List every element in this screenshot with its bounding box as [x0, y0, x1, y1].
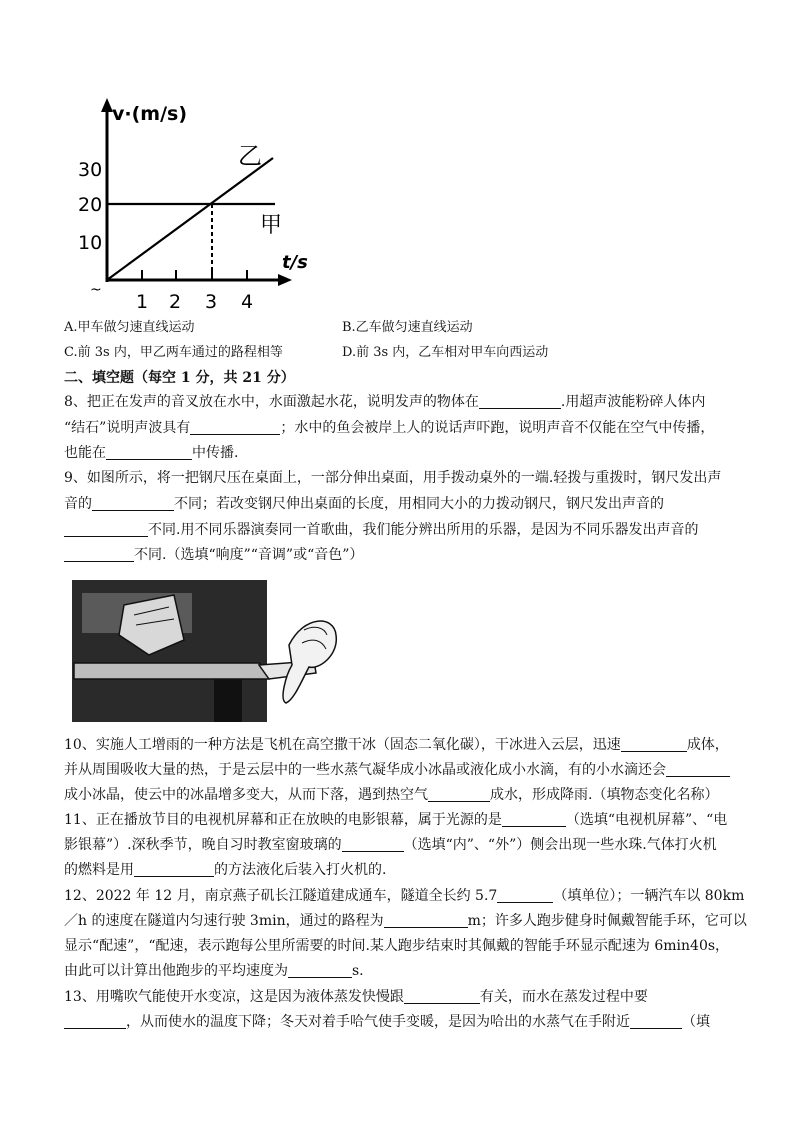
q12-line-4 [64, 961, 364, 981]
q10-text: 并从周围吸收大量的热，于是云层中的一些水蒸气凝华成小冰晶或液化成小水滴，有的小水滴还会 [64, 762, 666, 778]
q11-text: 的方法液化后装入打火机的. [214, 862, 387, 878]
option-b: B.乙车做匀速直线运动 [342, 320, 473, 335]
q10-blank-3[interactable] [428, 787, 490, 802]
q11-text: （选填“电视机屏幕”、“电 [565, 812, 728, 828]
x-tick-3: 3 [205, 291, 218, 313]
option-c: C.前 3s 内，甲乙两车通过的路程相等 [64, 345, 283, 360]
option-d: D.前 3s 内，乙车相对甲车向西运动 [342, 345, 549, 360]
q12-line-1 [64, 886, 744, 906]
q9-blank-2[interactable] [64, 522, 148, 537]
q13-blank-1[interactable] [404, 989, 480, 1004]
q11-line-2 [64, 835, 717, 855]
q11-blank-1[interactable] [502, 812, 566, 827]
q11-text: （选填“内”、“外”）侧会出现一些水珠.气体打火机 [403, 837, 717, 853]
q8-line-2 [64, 418, 714, 438]
q9-text: 不同.用不同乐器演奏同一首歌曲，我们能分辨出所用的乐器，是因为不同乐器发出声音的 [148, 522, 699, 538]
q9-text: 不同；若改变钢尺伸出桌面的长度，用相同大小的力拨动钢尺，钢尺发出声音的 [174, 496, 664, 512]
x-axis-arrow [278, 274, 292, 286]
q10-text: 成水，形成降雨.（填物态变化名称） [490, 787, 719, 803]
q11-blank-2[interactable] [342, 837, 404, 852]
q8-blank-2[interactable] [190, 420, 280, 435]
q13-line-2 [64, 1012, 710, 1032]
q13-text: ，从而使水的温度下降；冬天对着手哈气使手变暖，是因为哈出的水蒸气在手附近 [126, 1014, 630, 1030]
q9-line-4 [64, 545, 363, 565]
q11-text: 影银幕”）.深秋季节，晚自习时教室窗玻璃的 [64, 837, 342, 853]
y-tick-30: 30 [78, 159, 103, 181]
q12-text: 由此可以计算出他跑步的平均速度为 [64, 963, 288, 979]
q10-text: 成小冰晶，使云中的冰晶增多变大，从而下落，遇到热空气 [64, 787, 428, 803]
q12-text: 12、2022 年 12 月，南京燕子矶长江隧道建成通车，隧道全长约 5.7 [64, 888, 498, 904]
q8-line-3 [64, 443, 238, 463]
q12-blank-3[interactable] [288, 963, 352, 978]
steel-ruler [74, 663, 269, 679]
q13-text: （填 [682, 1014, 710, 1030]
q12-line-3: 显示“配速”，“配速，表示跑每公里所需要的时间.某人跑步结束时其佩戴的智能手环显示配速为 6min40s， [64, 938, 730, 954]
q8-text: .用超声波能粉碎人体内 [560, 394, 706, 410]
q13-line-1 [64, 987, 648, 1007]
y-axis-label: v·(m/s) [112, 103, 188, 125]
q10-text: 10、实施人工增雨的一种方法是飞机在高空撒干冰（固态二氧化碳），干冰进入云层，迅速 [64, 737, 621, 753]
q8-text: 8、把正在发声的音叉放在水中，水面激起水花，说明发声的物体在 [64, 394, 479, 410]
y-tick-20: 20 [78, 194, 103, 216]
plucking-hand [283, 621, 336, 703]
desk-leg [214, 679, 242, 722]
q12-line-2 [64, 911, 747, 931]
q9-text: 音的 [64, 496, 92, 512]
q13-text: 13、用嘴吹气能使开水变凉，这是因为液体蒸发快慢跟 [64, 989, 404, 1005]
yi-line [107, 158, 273, 280]
q9-line-2 [64, 494, 664, 514]
q11-line-3 [64, 860, 386, 880]
q10-line-3 [64, 785, 718, 805]
q10-blank-2[interactable] [666, 762, 730, 777]
q11-blank-3[interactable] [134, 862, 214, 877]
q8-blank-3[interactable] [106, 445, 192, 460]
q9-blank-1[interactable] [92, 496, 174, 511]
q9-text: 不同.（选填“响度”“音调”或“音色”） [134, 547, 364, 563]
x-tick-4: 4 [241, 291, 254, 313]
q8-text: “结石”说明声波具有 [64, 420, 191, 436]
q13-blank-2[interactable] [64, 1014, 126, 1029]
steel-ruler-figure [64, 575, 364, 730]
q9-line-3 [64, 520, 698, 540]
q11-line-1 [64, 810, 727, 830]
section-title: 二、填空题（每空 1 分，共 21 分） [64, 370, 295, 386]
q12-blank-1[interactable] [497, 888, 553, 903]
q9-line-1: 9、如图所示，将一把钢尺压在桌面上，一部分伸出桌面，用手拨动桌外的一端.轻拨与重拨时，钢尺发出声 [64, 470, 722, 486]
q12-text: m；许多人跑步健身时佩戴智能手环，它可以 [467, 913, 747, 929]
q8-text: 中传播. [192, 445, 239, 461]
q13-blank-3[interactable] [630, 1014, 682, 1029]
q12-text: ／h 的速度在隧道内匀速行驶 3min，通过的路程为 [64, 913, 384, 929]
q10-text: 成体， [686, 737, 729, 753]
q8-text: 也能在 [64, 445, 106, 461]
q13-text: 有关，而水在蒸发过程中要 [479, 989, 648, 1005]
q11-text: 11、正在播放节目的电视机屏幕和正在放映的电影银幕，属于光源的是 [64, 812, 502, 828]
q12-blank-2[interactable] [384, 913, 468, 928]
option-a: A.甲车做匀速直线运动 [64, 320, 195, 335]
q10-line-2 [64, 760, 730, 780]
yi-line-label: 乙 [238, 142, 262, 170]
x-tick-2: 2 [169, 291, 182, 313]
q8-text: ；水中的鱼会被岸上人的说话声吓跑，说明声音不仅能在空气中传播， [280, 420, 715, 436]
x-axis-label: t/s [282, 252, 308, 273]
q12-text: s. [352, 963, 364, 979]
q10-blank-1[interactable] [621, 737, 687, 752]
jia-line-label: 甲 [260, 213, 283, 238]
q9-blank-3[interactable] [64, 547, 134, 562]
velocity-time-graph [70, 92, 310, 317]
y-tick-10: 10 [78, 232, 103, 254]
q12-text: （填单位）；一辆汽车以 80km [553, 888, 745, 904]
x-tick-1: 1 [136, 291, 149, 313]
origin-mark: ~ [90, 282, 102, 298]
q8-line-1 [64, 392, 705, 412]
q11-text: 的燃料是用 [64, 862, 134, 878]
q10-line-1 [64, 735, 729, 755]
q8-blank-1[interactable] [479, 394, 561, 409]
